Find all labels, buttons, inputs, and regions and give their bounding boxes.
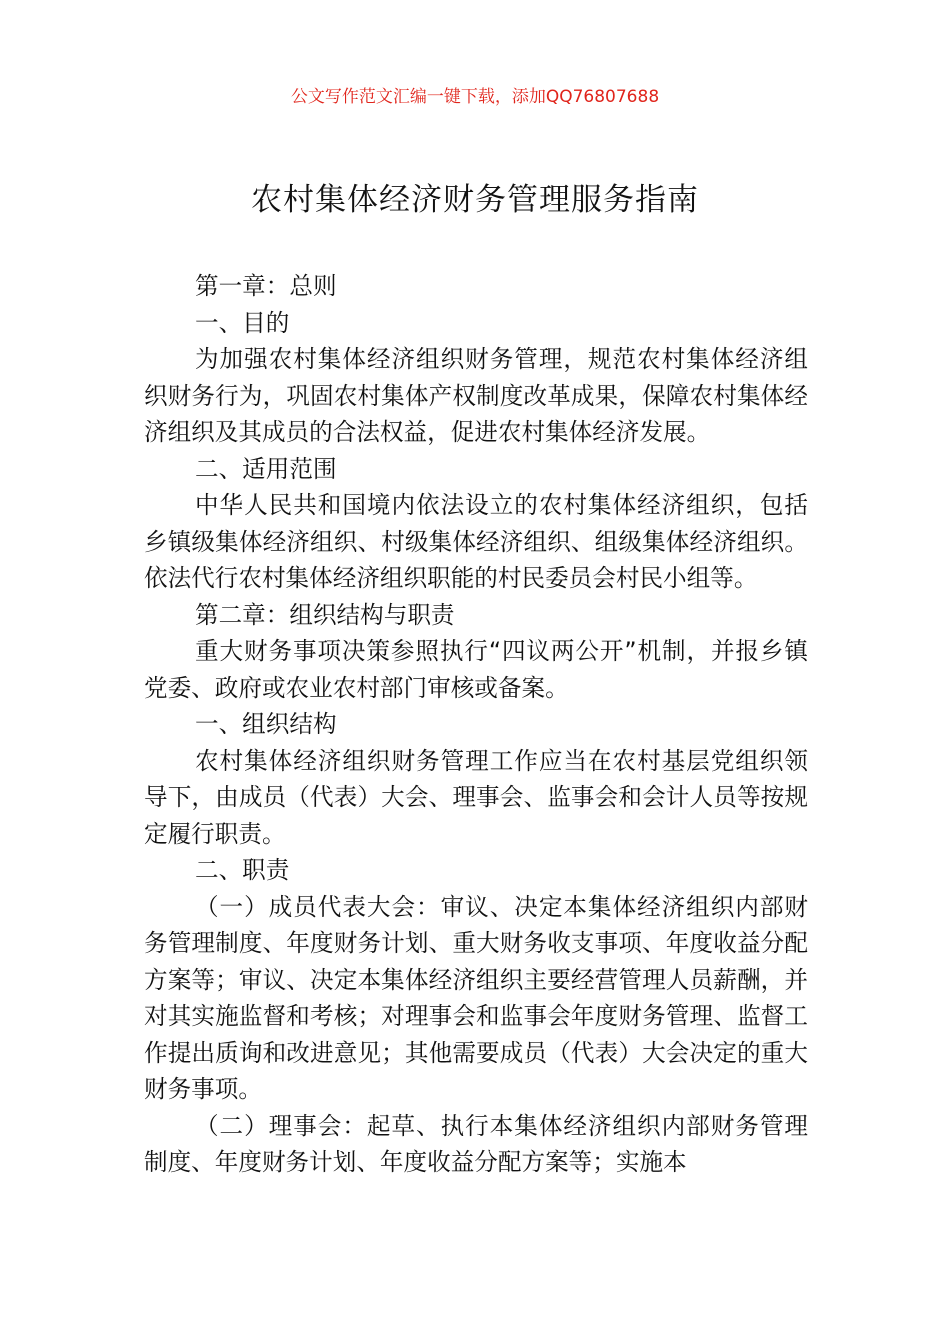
body-paragraph: 中华人民共和国境内依法设立的农村集体经济组织，包括乡镇级集体经济组织、村级集体经济组织、组级集体经济组织。依法代行农村集体经济组织职能的村民委员会村民小组等。 <box>144 491 808 592</box>
chapter-heading: 第二章：组织结构与职责 <box>195 600 455 629</box>
section-heading: 一、目的 <box>195 308 290 337</box>
body-paragraph: 重大财务事项决策参照执行“四议两公开”机制，并报乡镇党委、政府或农业农村部门审核或备案。 <box>144 637 808 702</box>
section-heading: 二、职责 <box>195 856 290 884</box>
body-paragraph: （二）理事会：起草、执行本集体经济组织内部财务管理制度、年度财务计划、年度收益分配方案等；实施本 <box>144 1111 808 1176</box>
section-heading: 二、适用范围 <box>195 454 337 483</box>
body-paragraph: 农村集体经济组织财务管理工作应当在农村基层党组织领导下，由成员（代表）大会、理事会、监事会和会计人员等按规定履行职责。 <box>144 746 808 848</box>
body-paragraph: 为加强农村集体经济组织财务管理，规范农村集体经济组织财务行为，巩固农村集体产权制度改革成果，保障农村集体经济组织及其成员的合法权益，促进农村集体经济发展。 <box>144 345 808 446</box>
chapter-heading: 第一章：总则 <box>195 272 337 300</box>
document-body <box>144 268 808 1181</box>
section-heading: 一、组织结构 <box>195 710 337 738</box>
download-watermark-text: 公文写作范文汇编一键下载，添加QQ76807688 <box>290 87 660 107</box>
body-paragraph: （一）成员代表大会：审议、决定本集体经济组织内部财务管理制度、年度财务计划、重大财务收支事项、年度收益分配方案等；审议、决定本集体经济组织主要经营管理人员薪酬，并对其实施监督和考核；对理事会和监事会年度财务管理、监督工作提出质询和改进意见；其他需要成员（代表）大会决定的重大财务事项。 <box>144 892 808 1103</box>
document-title: 农村集体经济财务管理服务指南 <box>251 182 699 218</box>
